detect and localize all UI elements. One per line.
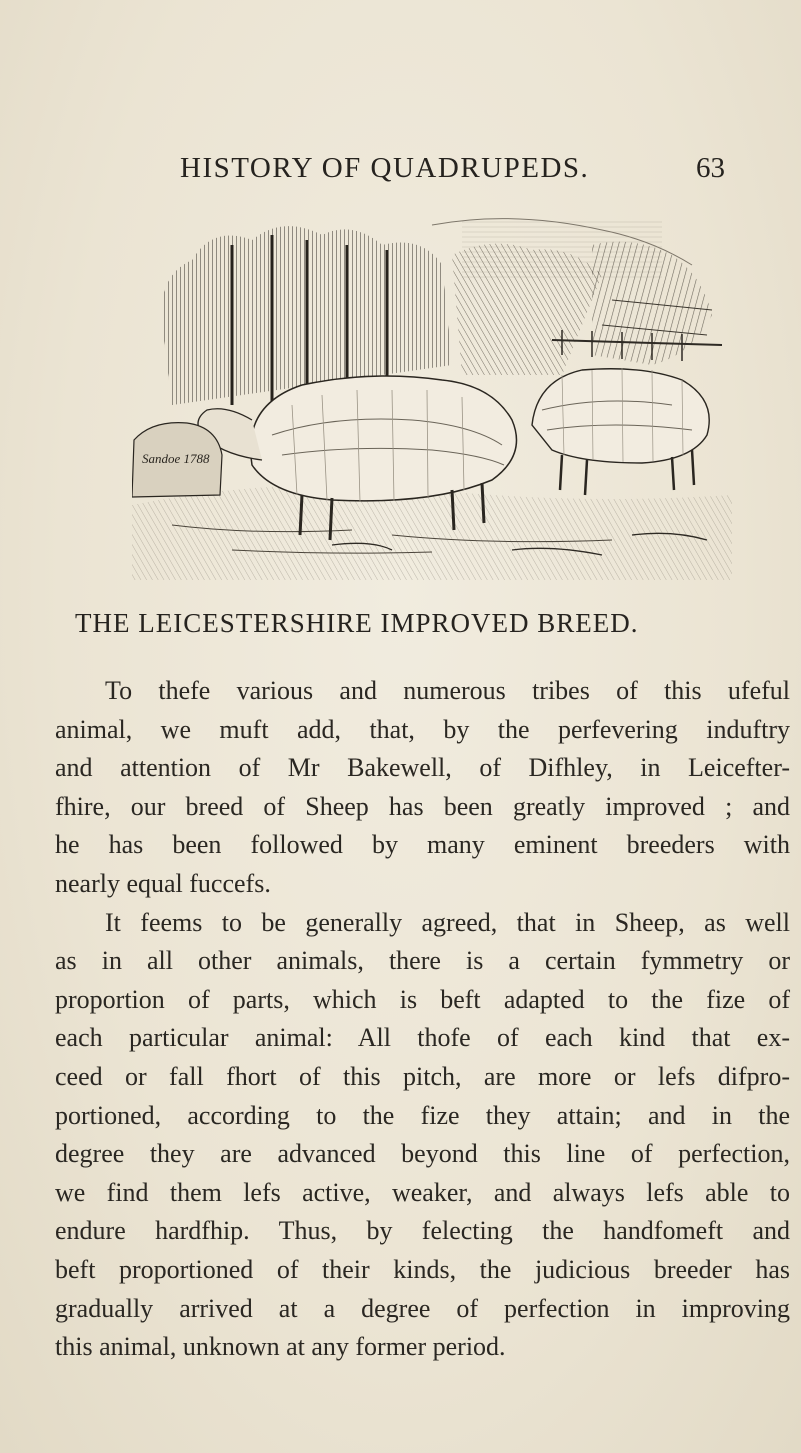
- paragraph-1: [55, 672, 790, 904]
- inscribed-stone: [132, 423, 222, 497]
- text-line: fhire, our breed of Sheep has been greatly improved ; and: [55, 791, 790, 821]
- text-line: portioned, according to the fize they attain; and in the: [55, 1100, 790, 1130]
- stone-inscription: Sandoe 1788: [142, 451, 210, 466]
- text-line: nearly equal fuccefs.: [55, 868, 271, 898]
- engraving-illustration: [132, 205, 732, 580]
- text-line: ceed or fall fhort of this pitch, are more or lefs difpro-: [55, 1061, 790, 1091]
- text-line: this animal, unknown at any former period.: [55, 1332, 506, 1362]
- running-title: HISTORY OF QUADRUPEDS.: [180, 152, 590, 184]
- text-line: proportion of parts, which is beft adapted to the fize of: [55, 984, 790, 1014]
- text-line: as in all other animals, there is a certain fymmetry or: [55, 946, 790, 976]
- text-line: he has been followed by many eminent breeders with: [55, 830, 790, 860]
- text-line: degree they are advanced beyond this line of perfection,: [55, 1139, 790, 1169]
- running-head: [180, 152, 725, 192]
- text-line: beft proportioned of their kinds, the judicious breeder has: [55, 1254, 790, 1284]
- text-line: endure hardfhip. Thus, by felecting the handfomeft and: [55, 1216, 790, 1246]
- text-line: we find them lefs active, weaker, and always lefs able to: [55, 1177, 790, 1207]
- text-line: To thefe various and numerous tribes of this ufeful: [105, 676, 790, 705]
- ewe-figure: [532, 368, 709, 495]
- section-heading: THE LEICESTERSHIRE IMPROVED BREED.: [75, 608, 639, 638]
- text-line: gradually arrived at a degree of perfection in improving: [55, 1293, 790, 1323]
- text-line: animal, we muft add, that, by the perfevering induftry: [55, 714, 790, 744]
- body-text: [55, 672, 790, 1367]
- text-line: It feems to be generally agreed, that in Sheep, as well: [105, 907, 790, 937]
- text-line: each particular animal: All thofe of each kind that ex-: [55, 1023, 790, 1053]
- text-line: and attention of Mr Bakewell, of Difhley, in Leicefter-: [55, 753, 790, 783]
- paragraph-2: [55, 904, 790, 1367]
- sheep-pasture-engraving: [132, 205, 732, 580]
- page-number: 63: [696, 152, 725, 184]
